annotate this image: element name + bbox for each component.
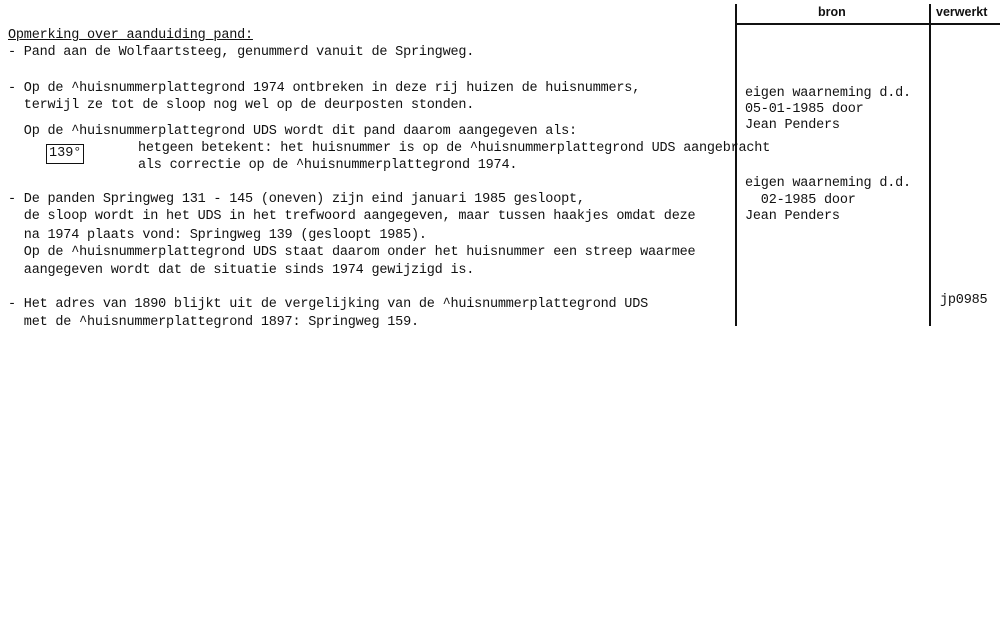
remark-line: aangegeven wordt dat de situatie sinds 1974 gewijzigd is. [8,263,475,278]
processed-code: jp0985 [940,293,988,308]
house-number-box: 139° [46,144,84,164]
remark-line: - Op de ^huisnummerplattegrond 1974 ontbreken in deze rij huizen de huisnummers, [8,81,641,96]
remark-line: als correctie op de ^huisnummerplattegrond 1974. [138,158,518,173]
remark-line: na 1974 plaats vond: Springweg 139 (gesloopt 1985). [8,228,427,243]
remark-line: - De panden Springweg 131 - 145 (oneven) zijn eind januari 1985 gesloopt, [8,192,585,207]
remark-line: - Pand aan de Wolfaartsteeg, genummerd vanuit de Springweg. [8,45,475,60]
remark-line: Op de ^huisnummerplattegrond UDS staat daarom onder het huisnummer een streep waarmee [8,245,696,260]
column-divider-right [929,4,931,326]
source-line: Jean Penders [745,209,840,224]
verwerkt-header: verwerkt [936,5,988,19]
remark-line: Op de ^huisnummerplattegrond UDS wordt dit pand daarom aangegeven als: [8,124,577,139]
remark-line: hetgeen betekent: het huisnummer is op de ^huisnummerplattegrond UDS aangebracht [138,141,771,156]
remark-line: met de ^huisnummerplattegrond 1897: Springweg 159. [8,315,419,330]
source-line: eigen waarneming d.d. [745,86,911,101]
remark-line: de sloop wordt in het UDS in het trefwoord aangegeven, maar tussen haakjes omdat deze [8,209,696,224]
bron-header: bron [818,5,846,19]
header-rule [735,23,1000,25]
source-line: 02-1985 door [745,193,856,208]
remark-line: terwijl ze tot de sloop nog wel op de deurposten stonden. [8,98,475,113]
source-line: eigen waarneming d.d. [745,176,911,191]
remark-line: - Het adres van 1890 blijkt uit de vergelijking van de ^huisnummerplattegrond UDS [8,297,649,312]
source-line: 05-01-1985 door [745,102,864,117]
column-divider-left [735,4,737,326]
source-line: Jean Penders [745,118,840,133]
remark-heading: Opmerking over aanduiding pand: [8,28,253,43]
